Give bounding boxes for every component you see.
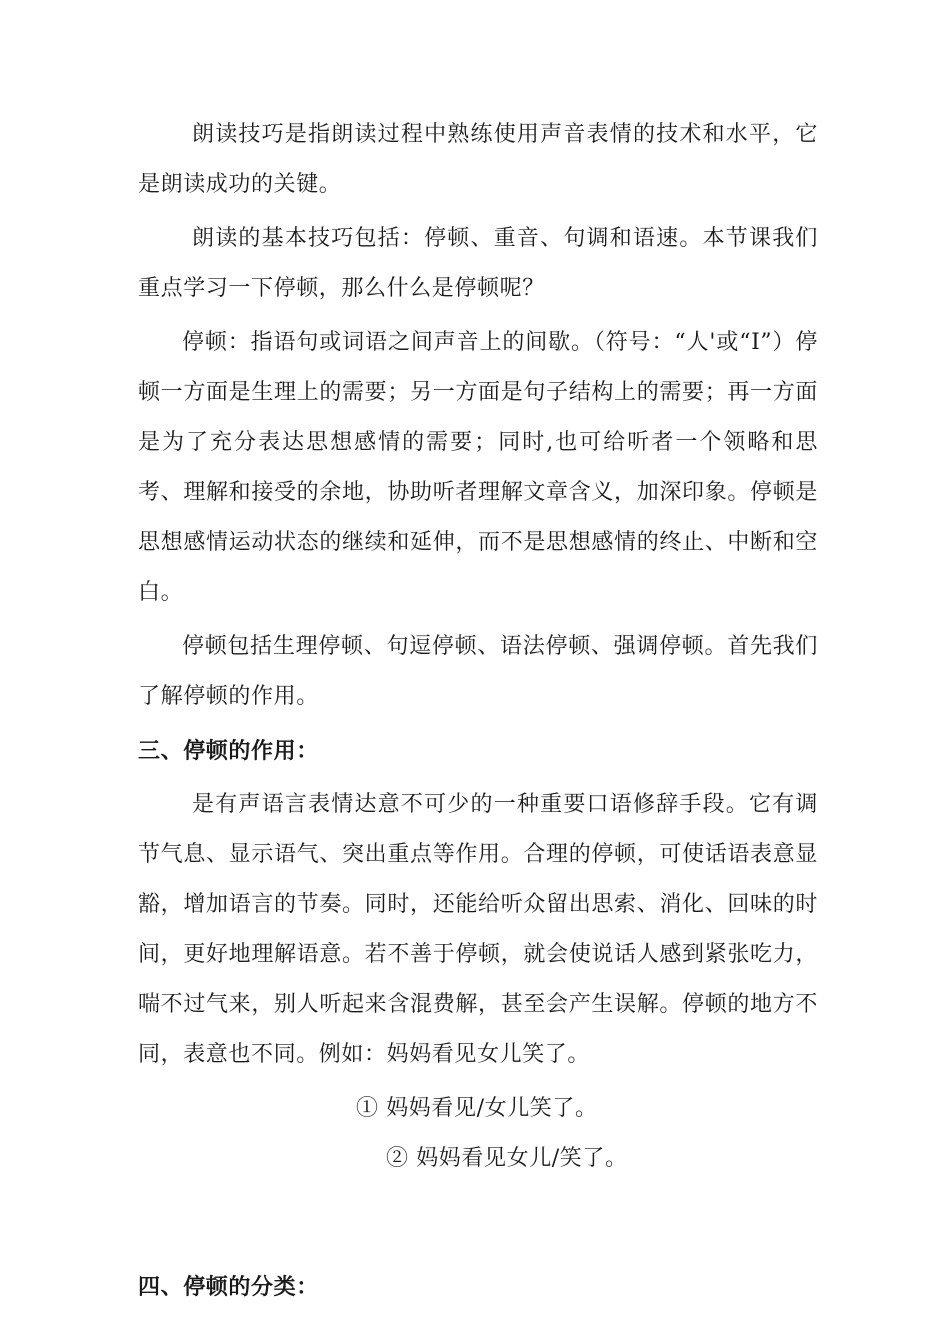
example-sentence-2: ② 妈妈看见女儿/笑了。 xyxy=(386,1146,628,1171)
paragraph-pause-definition: 停顿：指语句或词语之间声音上的间歇。（符号：“人'或“I”）停顿一方面是生理上的需要；另一方面是句子结构上的需要；再一方面是为了充分表达思想感情的需要；同时,也可给听者一个领略和思考、理解和接受的余地，协助听者理解文章含义，加深印象。停顿是思想感情运动状态的继续和延伸，而不是思想感情的终止、中断和空白。 xyxy=(138,330,818,605)
section-heading-pause-function: 三、停顿的作用： xyxy=(138,738,319,764)
section-heading-pause-classification: 四、停顿的分类： xyxy=(138,1274,319,1300)
paragraph-reading-skills-definition: 朗读技巧是指朗读过程中熟练使用声音表情的技术和水平，它是朗读成功的关键。 xyxy=(138,122,818,197)
paragraph-basic-skills: 朗读的基本技巧包括：停顿、重音、句调和语速。本节课我们重点学习一下停顿，那么什么是停顿呢？ xyxy=(138,226,818,301)
example-sentence-1: ① 妈妈看见/女儿笑了。 xyxy=(356,1096,598,1121)
blank-space xyxy=(138,1184,818,1262)
paragraph-pause-function: 是有声语言表情达意不可少的一种重要口语修辞手段。它有调节气息、显示语气、突出重点等作用。合理的停顿，可使话语表意显豁，增加语言的节奏。同时，还能给听众留出思索、消化、回味的时间，更好地理解语意。若不善于停顿，就会使说话人感到紧张吃力，喘不过气来，别人听起来含混费解，甚至会产生误解。停顿的地方不同，表意也不同。例如：妈妈看见女儿笑了。 xyxy=(138,792,818,1067)
document-page xyxy=(138,110,818,1316)
paragraph-pause-types: 停顿包括生理停顿、句逗停顿、语法停顿、强调停顿。首先我们了解停顿的作用。 xyxy=(138,634,818,709)
